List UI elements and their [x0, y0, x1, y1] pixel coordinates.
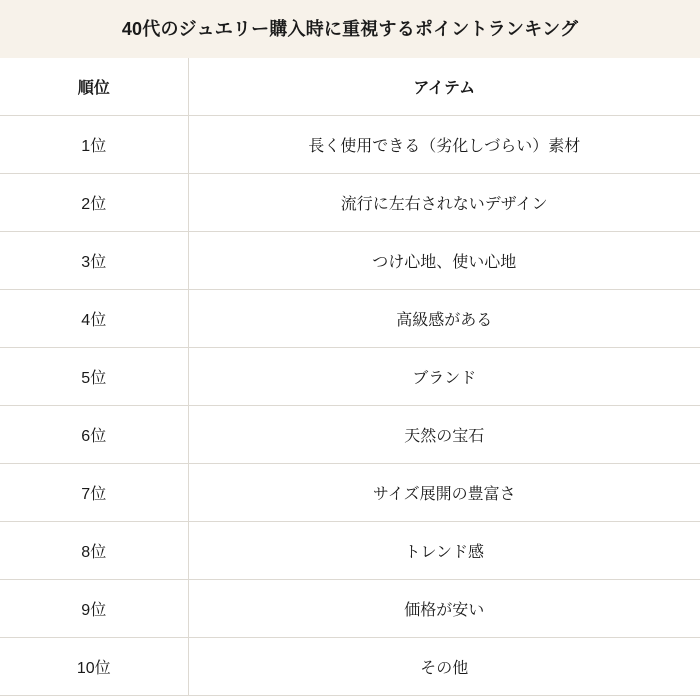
item-cell: 流行に左右されないデザイン [188, 174, 700, 232]
table-row [0, 116, 700, 174]
rank-cell: 9位 [0, 580, 188, 638]
rank-cell: 3位 [0, 232, 188, 290]
table-row [0, 522, 700, 580]
rank-cell: 2位 [0, 174, 188, 232]
table-row [0, 232, 700, 290]
rank-cell: 1位 [0, 116, 188, 174]
table-row [0, 348, 700, 406]
column-header-item: アイテム [188, 58, 700, 116]
rank-cell: 4位 [0, 290, 188, 348]
table-row [0, 406, 700, 464]
column-header-rank: 順位 [0, 58, 188, 116]
table-title: 40代のジュエリー購入時に重視するポイントランキング [0, 0, 700, 58]
table-row [0, 580, 700, 638]
item-cell: ブランド [188, 348, 700, 406]
rank-cell: 7位 [0, 464, 188, 522]
table-row [0, 638, 700, 696]
table-row [0, 290, 700, 348]
item-cell: 天然の宝石 [188, 406, 700, 464]
item-cell: トレンド感 [188, 522, 700, 580]
item-cell: 高級感がある [188, 290, 700, 348]
rank-cell: 5位 [0, 348, 188, 406]
table-body [0, 116, 700, 696]
item-cell: サイズ展開の豊富さ [188, 464, 700, 522]
table-row [0, 174, 700, 232]
rank-cell: 8位 [0, 522, 188, 580]
table-header-row [0, 58, 700, 116]
item-cell: 長く使用できる（劣化しづらい）素材 [188, 116, 700, 174]
rank-cell: 6位 [0, 406, 188, 464]
item-cell: その他 [188, 638, 700, 696]
rank-cell: 10位 [0, 638, 188, 696]
table-row [0, 464, 700, 522]
item-cell: つけ心地、使い心地 [188, 232, 700, 290]
item-cell: 価格が安い [188, 580, 700, 638]
table-header [0, 58, 700, 116]
